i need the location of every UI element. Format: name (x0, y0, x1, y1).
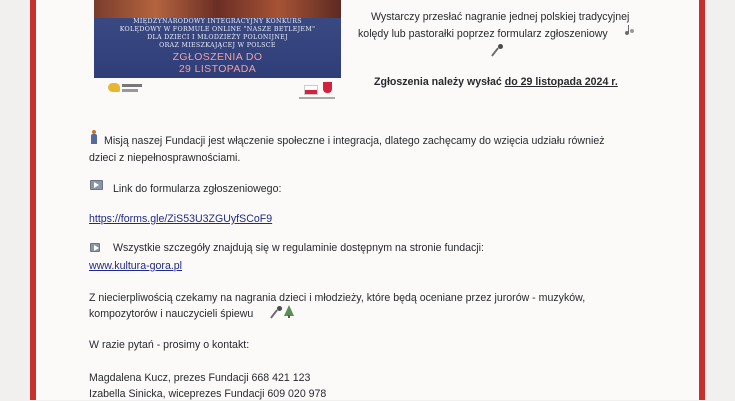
deadline-date: do 29 listopada 2024 r. (504, 76, 618, 88)
deadline-line (374, 75, 618, 89)
closing-line-1: Z niecierpliwością czekamy na nagrania dzieci i młodzieży, które będą oceniane przez jurorów - muzyków, (89, 292, 586, 304)
contact-person-2: Izabella Sinicka, wiceprezes Fundacji 609 020 978 (89, 388, 327, 400)
partner-logo-text (122, 84, 142, 87)
person-icon (91, 130, 97, 144)
form-link[interactable]: https://forms.gle/ZiS53U3ZGUyfSCoF9 (89, 213, 273, 225)
poster-line-2: KOLĘDOWY W FORMULE ONLINE "NASZE BETLEJEM" (119, 26, 316, 33)
intro-line-1: Wystarczy przesłać nagranie jednej polskiej tradycyjnej (371, 11, 630, 23)
poster-line-3: DLA DZIECI I MŁODZIEŻY POLONIJNEJ (147, 34, 288, 41)
tree-icon (284, 305, 294, 318)
details-label: Wszystkie szczegóły znajdują się w regulaminie dostępnym na stronie fundacji: (113, 242, 484, 254)
intro-line-2: kolędy lub pastorałki poprzez formularz zgłoszeniowy (358, 28, 608, 40)
music-notes-icon (624, 25, 634, 37)
mission-line-1: Misją naszej Fundacji jest włączenie społeczne i integracja, dlatego zachęcamy do wzięcia udziału również (104, 135, 605, 147)
sponsor-caption (299, 97, 335, 99)
poster-line-4: ORAZ MIESZKAJĄCEJ W POLSCE (159, 42, 276, 49)
poster-deadline-2: 29 LISTOPADA (178, 63, 257, 75)
form-label: Link do formularza zgłoszeniowego: (113, 183, 282, 195)
deadline-prefix: Zgłoszenia należy wysłać (374, 76, 505, 88)
poster-line-1: MIĘDZYNARODOWY INTEGRACYJNY KONKURS (133, 18, 302, 25)
polish-flag-icon (304, 85, 318, 95)
arrow-right-icon (90, 180, 103, 190)
mission-line-2: dzieci z niepełnosprawnościami. (89, 152, 241, 164)
microphone-icon (491, 44, 503, 56)
contact-person-1: Magdalena Kucz, prezes Fundacji 668 421 123 (89, 372, 311, 384)
website-link[interactable]: www.kultura-gora.pl (89, 260, 183, 272)
arrow-right-icon (90, 243, 100, 252)
contest-poster (94, 0, 341, 78)
polish-emblem-icon (323, 82, 332, 93)
sponsor-logos (94, 78, 341, 100)
partner-logo-text-2 (122, 89, 138, 92)
closing-line-2: kompozytorów i nauczycieli śpiewu (89, 308, 254, 320)
microphone-icon (270, 306, 282, 318)
poster-photo-strip (94, 0, 341, 18)
partner-logo (108, 83, 120, 92)
frame-right (699, 0, 705, 400)
contact-heading: W razie pytań - prosimy o kontakt: (89, 339, 250, 351)
poster-deadline-1: ZGŁOSZENIA DO (172, 51, 263, 63)
